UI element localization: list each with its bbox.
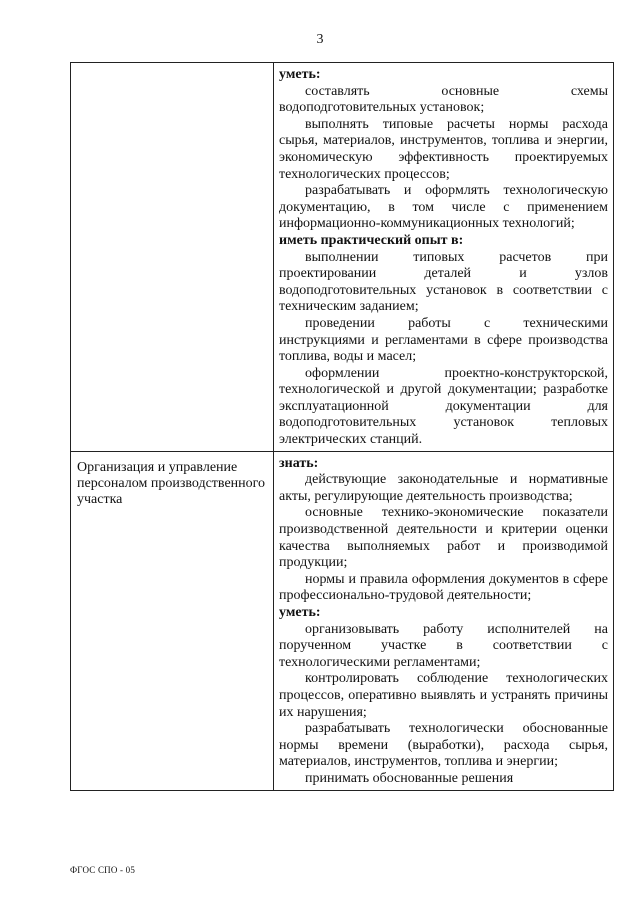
section-heading: уметь:	[279, 605, 321, 620]
list-item: проведении работы с техническими инструкциями и регламентами в сфере производства топлива, воды и масел;	[279, 315, 608, 365]
competency-table	[70, 62, 614, 791]
list-item: выполнять типовые расчеты нормы расхода сырья, материалов, инструментов, топлива и энергии, экономическую эффективность проектируемых технологических процессов;	[279, 116, 608, 182]
module-name-cell	[71, 63, 274, 452]
requirements-cell	[274, 451, 614, 790]
table-row	[71, 63, 614, 452]
list-item: разрабатывать и оформлять технологическую документацию, в том числе с применением информационно-коммуникационных технологий;	[279, 183, 608, 232]
list-item: нормы и правила оформления документов в сфере профессионально-трудовой деятельности;	[279, 571, 608, 604]
requirements-cell	[274, 63, 614, 452]
list-item: выполнении типовых расчетов при проектировании деталей и узлов водоподготовительных установок в соответствии с техническим заданием;	[279, 249, 608, 315]
list-item: контролировать соблюдение технологических процессов, оперативно выявлять и устранять причины их нарушения;	[279, 671, 608, 720]
list-item: разрабатывать технологически обоснованные нормы времени (выработки), расхода сырья, материалов, инструментов, топлива и энергии;	[279, 721, 608, 770]
section-heading: уметь:	[279, 67, 321, 82]
module-name-cell: Организация и управление персоналом производственного участка	[71, 451, 274, 790]
section-heading: иметь практический опыт в:	[279, 232, 464, 248]
list-item: действующие законодательные и нормативные акты, регулирующие деятельность производства;	[279, 472, 608, 504]
list-item: оформлении проектно-конструкторской, технологической и другой документации; разработке эксплуатационной документации для водоподготовительных установок тепловых электрических станций.	[279, 365, 608, 448]
page-number: 3	[316, 32, 324, 47]
table-row	[71, 451, 614, 790]
list-item: организовывать работу исполнителей на порученном участке в соответствии с технологическими регламентами;	[279, 621, 608, 670]
footer-label: ФГОС СПО - 05	[70, 865, 136, 875]
section-heading: знать:	[279, 455, 319, 471]
list-item: принимать обоснованные решения	[305, 770, 514, 786]
list-item: составлять основные схемы водоподготовительных установок;	[279, 83, 608, 116]
list-item: основные технико-экономические показатели производственной деятельности и критерии оценки качества выполняемых работ и производимой продукции;	[279, 505, 608, 571]
